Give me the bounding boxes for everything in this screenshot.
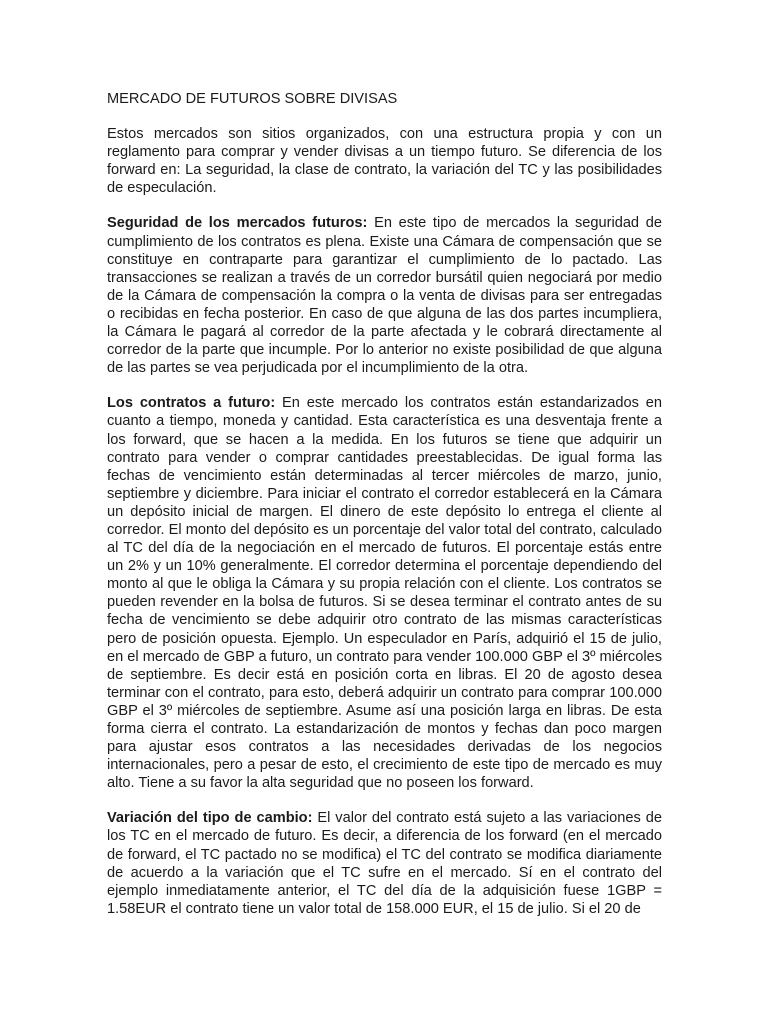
section-heading: Los contratos a futuro: [107,395,276,412]
section-body: El valor del contrato está sujeto a las variaciones de los TC en el mercado de futuro. Es decir, a diferencia de los forward (en el mercado de forward, el TC pactado no se modifica) el TC del contrato se modifica diariamente de acuerdo a la variación que el TC sufre en el mercado. Sí en el contrato del ejemplo inmediatamente anterior, el TC del día de la adquisición fuese 1GBP = 1.58EUR el contrato tiene un valor total de 158.000 EUR, el 15 de julio. Si el 20 de [107,810,662,917]
section-heading: Variación del tipo de cambio: [107,810,313,827]
section-contracts [107,394,662,792]
document-page [107,90,662,935]
document-title: MERCADO DE FUTUROS SOBRE DIVISAS [107,91,398,107]
section-body: En este tipo de mercados la seguridad de cumplimiento de los contratos es plena. Existe una Cámara de compensación que se constituye en contraparte para garantizar el cumplimiento de lo pactado. Las transacciones se realizan a través de un corredor bursátil quien negociará por medio de la Cámara de compensación la compra o la venta de divisas para ser entregadas o recibidas en fecha posterior. En caso de que alguna de las dos partes incumpliera, la Cámara le pagará al corredor de la parte afectada y le cobrará directamente al corredor de la parte que incumple. Por lo anterior no existe posibilidad de que alguna de las partes se vea perjudicada por el incumplimiento de la otra. [107,215,662,377]
section-body: En este mercado los contratos están estandarizados en cuanto a tiempo, moneda y cantidad. Esta característica es una desventaja frente a los forward, que se hacen a la medida. En los futuros se tiene que adquirir un contrato para vender o comprar cantidades preestablecidas. De igual forma las fechas de vencimiento están determinadas al tercer miércoles de marzo, junio, septiembre y diciembre. Para iniciar el contrato el corredor establecerá en la Cámara un depósito inicial de margen. El dinero de este depósito lo entrega el cliente al corredor. El monto del depósito es un porcentaje del valor total del contrato, calculado al TC del día de la negociación en el mercado de futuros. El porcentaje estás entre un 2% y un 10% generalmente. El corredor determina el porcentaje dependiendo del monto al que le obliga la Cámara y su propia relación con el cliente. Los contratos se pueden revender en la bolsa de futuros. Si se desea terminar el contrato antes de su fecha de vencimiento se debe adquirir otro contrato de las mismas características pero de posición opuesta. Ejemplo. Un especulador en París, adquirió el 15 de julio, en el mercado de GBP a futuro, un contrato para vender 100.000 GBP el 3º miércoles de septiembre. Es decir está en posición corta en libras. El 20 de agosto desea terminar con el contrato, para esto, deberá adquirir un contrato para comprar 100.000 GBP el 3º miércoles de septiembre. Asume así una posición larga en libras. De esta forma cierra el contrato. La estandarización de montos y fechas dan poco margen para ajustar esos contratos a las necesidades derivadas de los negocios internacionales, pero a pesar de esto, el crecimiento de este tipo de mercado es muy alto. Tiene a su favor la alta seguridad que no poseen los forward. [107,395,662,792]
intro-paragraph: Estos mercados son sitios organizados, con una estructura propia y con un reglamento para comprar y vender divisas a un tiempo futuro. Se diferencia de los forward en: La seguridad, la clase de contrato, la variación del TC y las posibilidades de especulación. [107,126,662,197]
section-security [107,214,662,377]
section-heading: Seguridad de los mercados futuros: [107,215,368,232]
section-exchange-rate [107,809,662,918]
